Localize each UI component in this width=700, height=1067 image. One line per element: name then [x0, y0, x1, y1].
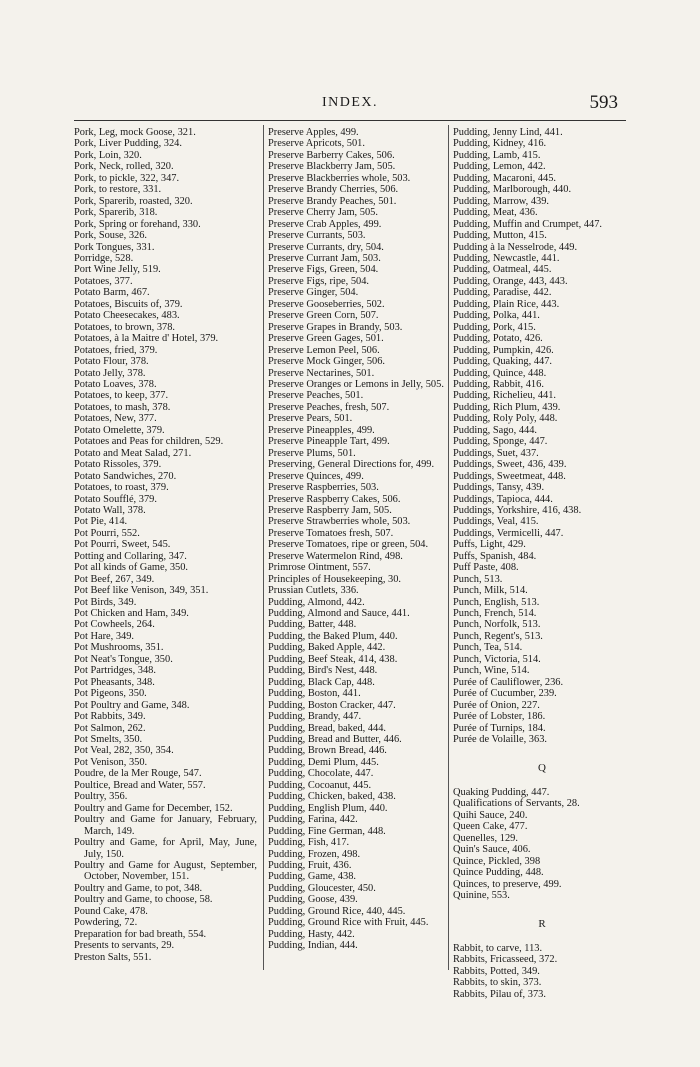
index-entry: Pudding, Bread and Butter, 446. — [268, 734, 402, 746]
index-entry: Purée de Volaille, 363. — [453, 734, 547, 746]
index-entry: Potatoes, to brown, 378. — [74, 321, 176, 333]
index-entry: Pudding, Macaroni, 445. — [453, 172, 557, 184]
index-entry: Pork, to pickle, 322, 347. — [74, 172, 180, 184]
index-entry: Quince, Pickled, 398 — [453, 855, 541, 867]
index-entry: Pudding, Chicken, baked, 438. — [268, 791, 396, 803]
index-entry: Pudding, Brandy, 447. — [268, 711, 362, 723]
index-entry: Pudding, Almond and Sauce, 441. — [268, 608, 410, 620]
index-entry: Pudding, Rabbit, 416. — [453, 378, 544, 390]
index-entry: Pork, Sparerib, 318. — [74, 207, 158, 219]
index-entry: Pudding, Boston Cracker, 447. — [268, 699, 396, 711]
index-entry: Pudding, Farina, 442. — [268, 814, 358, 826]
index-entry: Potato Wall, 378. — [74, 504, 146, 516]
index-entry: Pudding, Marlborough, 440. — [453, 184, 572, 196]
section-letter-r: R — [538, 918, 546, 931]
index-entry: Pudding à la Nesselrode, 449. — [453, 241, 578, 253]
index-entry: Pudding, Baked Apple, 442. — [268, 642, 386, 654]
index-entry: Rabbit, to carve, 113. — [453, 942, 543, 954]
index-entry: Potato Sandwiches, 270. — [74, 470, 177, 482]
index-entry: Potato and Meat Salad, 271. — [74, 447, 192, 459]
index-entry: Pudding, Goose, 439. — [268, 894, 358, 906]
index-entry: Pudding, Paradise, 442. — [453, 287, 552, 299]
page-header — [0, 92, 700, 117]
index-entry: Quince Pudding, 448. — [453, 867, 544, 879]
index-entry: Punch, Regent's, 513. — [453, 630, 543, 642]
index-entry: Preserve Currants, 503. — [268, 230, 366, 242]
index-entry: Pot Beef like Venison, 349, 351. — [74, 585, 209, 597]
index-entry: Pot all kinds of Game, 350. — [74, 562, 188, 574]
index-entry: Pudding, Richelieu, 441. — [453, 390, 557, 402]
index-entry: Punch, Norfolk, 513. — [453, 619, 541, 631]
index-entry: Pudding, Plain Rice, 443. — [453, 298, 560, 310]
index-entry: Pudding, Fine German, 448. — [268, 825, 386, 837]
index-entry: Puddings, Yorkshire, 416, 438. — [453, 504, 582, 516]
index-entry: Preserve Mock Ginger, 506. — [268, 356, 386, 368]
index-entry: Punch, English, 513. — [453, 596, 540, 608]
index-entry: Pudding, Bread, baked, 444. — [268, 722, 387, 734]
index-entry: Purée of Lobster, 186. — [453, 711, 546, 723]
index-entry: Quinine, 553. — [453, 890, 510, 901]
index-entry: Pork, Neck, rolled, 320. — [74, 161, 174, 173]
index-entry: Punch, Victoria, 514. — [453, 653, 541, 665]
index-entry: Qualifications of Servants, 28. — [453, 798, 580, 810]
index-entry: Porridge, 528. — [74, 252, 134, 264]
index-column-1 — [74, 127, 257, 963]
index-entry: Pot Partridges, 348. — [74, 665, 156, 677]
index-entry: Rabbits, Pilau of, 373. — [453, 988, 546, 1000]
index-entry: Preserve Plums, 501. — [268, 447, 356, 459]
index-entry: Potatoes, 377. — [74, 275, 133, 287]
index-entry: Puff Paste, 408. — [453, 562, 519, 574]
index-entry: Poultry and Game, to choose, 58. — [74, 894, 213, 906]
index-entry: Rabbits, Potted, 349. — [453, 965, 540, 977]
index-entry: Pudding, Pork, 415. — [453, 321, 536, 333]
index-entry: Punch, Milk, 514. — [453, 585, 528, 597]
index-entry: Pudding, Black Cap, 448. — [268, 676, 375, 688]
index-entry: Preserve Ginger, 504. — [268, 287, 359, 299]
index-entry: Pork, Liver Pudding, 324. — [74, 138, 182, 150]
index-entry: Preserve Pineapples, 499. — [268, 424, 375, 436]
index-entry: Preserve Brandy Peaches, 501. — [268, 195, 397, 207]
index-entry: Puddings, Veal, 415. — [453, 516, 539, 528]
index-entry: Pudding, Meat, 436. — [453, 207, 538, 219]
index-entry: Potato Jelly, 378. — [74, 367, 146, 379]
index-entry: Pudding, Marrow, 439. — [453, 195, 550, 207]
index-entry: Pudding, Potato, 426. — [453, 333, 543, 345]
index-entry: Preserve Tomatoes fresh, 507. — [268, 527, 394, 539]
index-entry: Potato Cheesecakes, 483. — [74, 310, 180, 322]
index-entry: Pudding, Newcastle, 441. — [453, 252, 560, 264]
index-entry: Preserve Pears, 501. — [268, 413, 353, 425]
index-entry: Pot Veal, 282, 350, 354. — [74, 745, 174, 757]
index-entry: Pudding, Hasty, 442. — [268, 928, 355, 940]
index-entry: Pudding, Polka, 441. — [453, 310, 540, 322]
index-entry: Pudding, Brown Bread, 446. — [268, 745, 387, 757]
index-entries — [453, 127, 631, 745]
index-entry: Preserve Oranges or Lemons in Jelly, 505. — [268, 378, 444, 390]
index-entry: Presents to servants, 29. — [74, 940, 175, 952]
index-entry: Pudding, Almond, 442. — [268, 596, 365, 608]
index-entry: Pot Poultry and Game, 348. — [74, 699, 190, 711]
index-entry: Pudding, Rich Plum, 439. — [453, 401, 561, 413]
index-entry: Pudding, Gloucester, 450. — [268, 882, 376, 894]
index-entry: Potatoes, New, 377. — [74, 413, 157, 425]
index-entry: Preserve Tomatoes, ripe or green, 504. — [268, 539, 429, 551]
index-entry: Punch, French, 514. — [453, 608, 537, 620]
index-entry: Port Wine Jelly, 519. — [74, 264, 161, 276]
index-entry: Poudre, de la Mer Rouge, 547. — [74, 768, 202, 780]
index-entry: Preserve Cherry Jam, 505. — [268, 207, 378, 219]
index-entry: Pot Hare, 349. — [74, 630, 135, 642]
index-entry: Preserve Quinces, 499. — [268, 470, 364, 482]
index-entry: Potato Rissoles, 379. — [74, 459, 162, 471]
index-entry: Pot Mushrooms, 351. — [74, 642, 164, 654]
index-entry: Poultry and Game, for April, May, June, July, 150. — [74, 837, 257, 860]
index-entry: Preserve Raspberry Cakes, 506. — [268, 493, 401, 505]
index-entry: Pudding, Ground Rice, 440, 445. — [268, 905, 406, 917]
index-entry: Puddings, Sweetmeat, 448. — [453, 470, 566, 482]
index-entry: Pudding, Bird's Nest, 448. — [268, 665, 378, 677]
index-entry: Primrose Ointment, 557. — [268, 562, 371, 574]
index-entry: Quinces, to preserve, 499. — [453, 878, 562, 890]
index-entry: Puddings, Suet, 437. — [453, 447, 539, 459]
index-entry: Queen Cake, 477. — [453, 821, 528, 833]
index-entry: Potatoes, fried, 379. — [74, 344, 158, 356]
index-entry: Preserve Figs, Green, 504. — [268, 264, 379, 276]
index-entry: Pudding, Pumpkin, 426. — [453, 344, 554, 356]
index-entry: Pudding, Sponge, 447. — [453, 436, 548, 448]
index-entry: Pudding, English Plum, 440. — [268, 802, 388, 814]
index-entry: Potatoes, to keep, 377. — [74, 390, 169, 402]
index-entry: Preparation for bad breath, 554. — [74, 928, 207, 940]
index-entry: Pudding, Lamb, 415. — [453, 149, 541, 161]
index-entry: Potato Barm, 467. — [74, 287, 150, 299]
index-entry: Pudding, Jenny Lind, 441. — [453, 127, 563, 138]
index-entry: Preserve Raspberries, 503. — [268, 482, 379, 494]
index-entry: Preserve Peaches, 501. — [268, 390, 364, 402]
index-entry: Preserve Lemon Peel, 506. — [268, 344, 380, 356]
index-entry: Pound Cake, 478. — [74, 905, 148, 917]
index-entry: Pork Tongues, 331. — [74, 241, 155, 253]
section-letter-q: Q — [538, 762, 546, 775]
index-entry: Poultry and Game for August, September, October, November, 151. — [74, 860, 257, 883]
index-entry: Quihi Sauce, 240. — [453, 809, 528, 821]
index-entry: Pudding, Fish, 417. — [268, 837, 350, 849]
index-entry: Preserve Strawberries whole, 503. — [268, 516, 411, 528]
index-entry: Puddings, Sweet, 436, 439. — [453, 459, 567, 471]
index-entry: Pot Birds, 349. — [74, 596, 137, 608]
index-entry: Pudding, Game, 438. — [268, 871, 357, 883]
index-entry: Pudding, Muffin and Crumpet, 447. — [453, 218, 603, 230]
index-entry: Pudding, Orange, 443, 443. — [453, 275, 568, 287]
index-entry: Preserve Crab Apples, 499. — [268, 218, 382, 230]
index-entry: Poultry and Game, to pot, 348. — [74, 882, 203, 894]
index-entry: Punch, 513. — [453, 573, 503, 585]
index-entry: Preserve Currants, dry, 504. — [268, 241, 384, 253]
index-entry: Preserve Barberry Cakes, 506. — [268, 149, 395, 161]
index-entry: Poultry, 356. — [74, 791, 128, 803]
index-entry: Punch, Tea, 514. — [453, 642, 523, 654]
index-entry: Purée of Turnips, 184. — [453, 722, 546, 734]
index-entry: Preserve Pineapple Tart, 499. — [268, 436, 390, 448]
index-entry: Pot Rabbits, 349. — [74, 711, 146, 723]
index-entry: Pork, to restore, 331. — [74, 184, 162, 196]
index-entry: Pudding, Frozen, 498. — [268, 848, 361, 860]
index-entry: Pudding, Batter, 448. — [268, 619, 357, 631]
index-entry: Purée of Cauliflower, 236. — [453, 676, 564, 688]
index-entry: Pudding, Quaking, 447. — [453, 356, 553, 368]
index-entry: Poultry and Game for December, 152. — [74, 802, 233, 814]
index-entry: Pot Venison, 350. — [74, 756, 148, 768]
index-entry: Pudding, Kidney, 416. — [453, 138, 547, 150]
index-entry: Pudding, Mutton, 415. — [453, 230, 547, 242]
index-entry: Purée of Cucumber, 239. — [453, 688, 557, 700]
index-entry: Punch, Wine, 514. — [453, 665, 530, 677]
index-entry: Pot Neat's Tongue, 350. — [74, 653, 173, 665]
index-entry: Rabbits, Fricasseed, 372. — [453, 954, 558, 966]
index-entry: Preserve Grapes in Brandy, 503. — [268, 321, 403, 333]
index-entry: Quenelles, 129. — [453, 832, 518, 844]
index-entry: Prussian Cutlets, 336. — [268, 585, 359, 597]
index-entry: Pot Pigeons, 350. — [74, 688, 147, 700]
section-r-entries — [453, 943, 631, 1000]
index-entry: Preserve Peaches, fresh, 507. — [268, 401, 390, 413]
column-divider — [263, 125, 264, 970]
index-entry: Pudding, Beef Steak, 414, 438. — [268, 653, 398, 665]
index-entry: Preserving, General Directions for, 499. — [268, 459, 435, 471]
index-entry: Potato Loaves, 378. — [74, 378, 157, 390]
index-entry: Pork, Spring or forehand, 330. — [74, 218, 201, 230]
index-entry: Puffs, Light, 429. — [453, 539, 526, 551]
index-entry: Preston Salts, 551. — [74, 951, 152, 963]
index-entry: Potatoes, à la Maitre d' Hotel, 379. — [74, 333, 219, 345]
index-entry: Preserve Raspberry Jam, 505. — [268, 504, 392, 516]
index-entry: Potatoes and Peas for children, 529. — [74, 436, 224, 448]
index-entry: Pot Pheasants, 348. — [74, 676, 155, 688]
index-entry: Rabbits, to skin, 373. — [453, 977, 542, 989]
index-entry: Preserve Watermelon Rind, 498. — [268, 550, 403, 562]
index-entry: Pudding, Indian, 444. — [268, 940, 358, 952]
index-entry: Potato Soufflé, 379. — [74, 493, 157, 505]
index-column-3 — [453, 127, 631, 1000]
index-entry: Pot Salmon, 262. — [74, 722, 146, 734]
index-entry: Potting and Collaring, 347. — [74, 550, 187, 562]
index-entry: Potato Omelette, 379. — [74, 424, 165, 436]
index-entry: Preserve Nectarines, 501. — [268, 367, 375, 379]
header-rule — [74, 120, 626, 121]
index-entry: Quin's Sauce, 406. — [453, 844, 531, 856]
index-entry: Pot Smelts, 350. — [74, 734, 143, 746]
page-number: 593 — [589, 92, 618, 113]
index-entry: Pudding, Cocoanut, 445. — [268, 779, 372, 791]
index-entry: Potatoes, Biscuits of, 379. — [74, 298, 183, 310]
index-entry: Pot Beef, 267, 349. — [74, 573, 155, 585]
index-entry: Pudding, Boston, 441. — [268, 688, 361, 700]
index-entry: Pork, Leg, mock Goose, 321. — [74, 127, 196, 138]
index-entry: Pork, Loin, 320. — [74, 149, 142, 161]
index-entry: Potato Flour, 378. — [74, 356, 149, 368]
index-entry: Preserve Green Corn, 507. — [268, 310, 379, 322]
index-entry: Pudding, Ground Rice with Fruit, 445. — [268, 917, 429, 929]
index-entry: Puddings, Vermicelli, 447. — [453, 527, 564, 539]
index-entry: Pudding, Chocolate, 447. — [268, 768, 374, 780]
index-entry: Pot Chicken and Ham, 349. — [74, 608, 189, 620]
index-entry: Pudding, the Baked Plum, 440. — [268, 630, 398, 642]
index-entry: Principles of Housekeeping, 30. — [268, 573, 402, 585]
index-entry: Poultice, Bread and Water, 557. — [74, 779, 206, 791]
index-entry: Poultry and Game for January, February, March, 149. — [74, 814, 257, 837]
index-entry: Pot Pie, 414. — [74, 516, 128, 528]
index-entry: Pot Pourri, 552. — [74, 527, 140, 539]
index-entry: Pork, Sparerib, roasted, 320. — [74, 195, 193, 207]
index-entry: Puddings, Tansy, 439. — [453, 482, 545, 494]
index-entry: Pudding, Fruit, 436. — [268, 860, 352, 871]
index-entry: Pudding, Quince, 448. — [453, 367, 547, 379]
index-entry: Pot Cowheels, 264. — [74, 619, 155, 631]
section-q-entries — [453, 787, 631, 902]
index-column-2 — [268, 127, 450, 952]
index-entry: Pudding, Lemon, 442. — [453, 161, 546, 173]
index-entry: Preserve Apples, 499. — [268, 127, 359, 138]
running-head: INDEX. — [321, 95, 379, 110]
index-entry: Preserve Currant Jam, 503. — [268, 252, 381, 264]
index-entry: Puffs, Spanish, 484. — [453, 550, 537, 562]
index-entry: Pudding, Roly Poly, 448. — [453, 413, 558, 425]
index-entry: Preserve Blackberry Jam, 505. — [268, 161, 396, 173]
index-entry: Pork, Souse, 326. — [74, 230, 148, 242]
index-entry: Pudding, Sago, 444. — [453, 424, 537, 436]
index-entry: Pudding, Oatmeal, 445. — [453, 264, 552, 276]
index-entry: Preserve Gooseberries, 502. — [268, 298, 385, 310]
index-entry: Preserve Green Gages, 501. — [268, 333, 384, 345]
index-entry: Preserve Blackberries whole, 503. — [268, 172, 411, 184]
index-entry: Preserve Apricots, 501. — [268, 138, 365, 150]
index-entry: Purée of Onion, 227. — [453, 699, 540, 711]
index-entry: Pudding, Demi Plum, 445. — [268, 756, 379, 768]
index-entry: Potatoes, to mash, 378. — [74, 401, 171, 413]
index-entry: Pot Pourri, Sweet, 545. — [74, 539, 171, 551]
index-entry: Quaking Pudding, 447. — [453, 786, 550, 798]
index-entry: Powdering, 72. — [74, 917, 138, 929]
index-entry: Puddings, Tapioca, 444. — [453, 493, 553, 505]
index-entry: Preserve Brandy Cherries, 506. — [268, 184, 399, 196]
index-entry: Preserve Figs, ripe, 504. — [268, 275, 370, 287]
index-entry: Potatoes, to roast, 379. — [74, 482, 169, 494]
